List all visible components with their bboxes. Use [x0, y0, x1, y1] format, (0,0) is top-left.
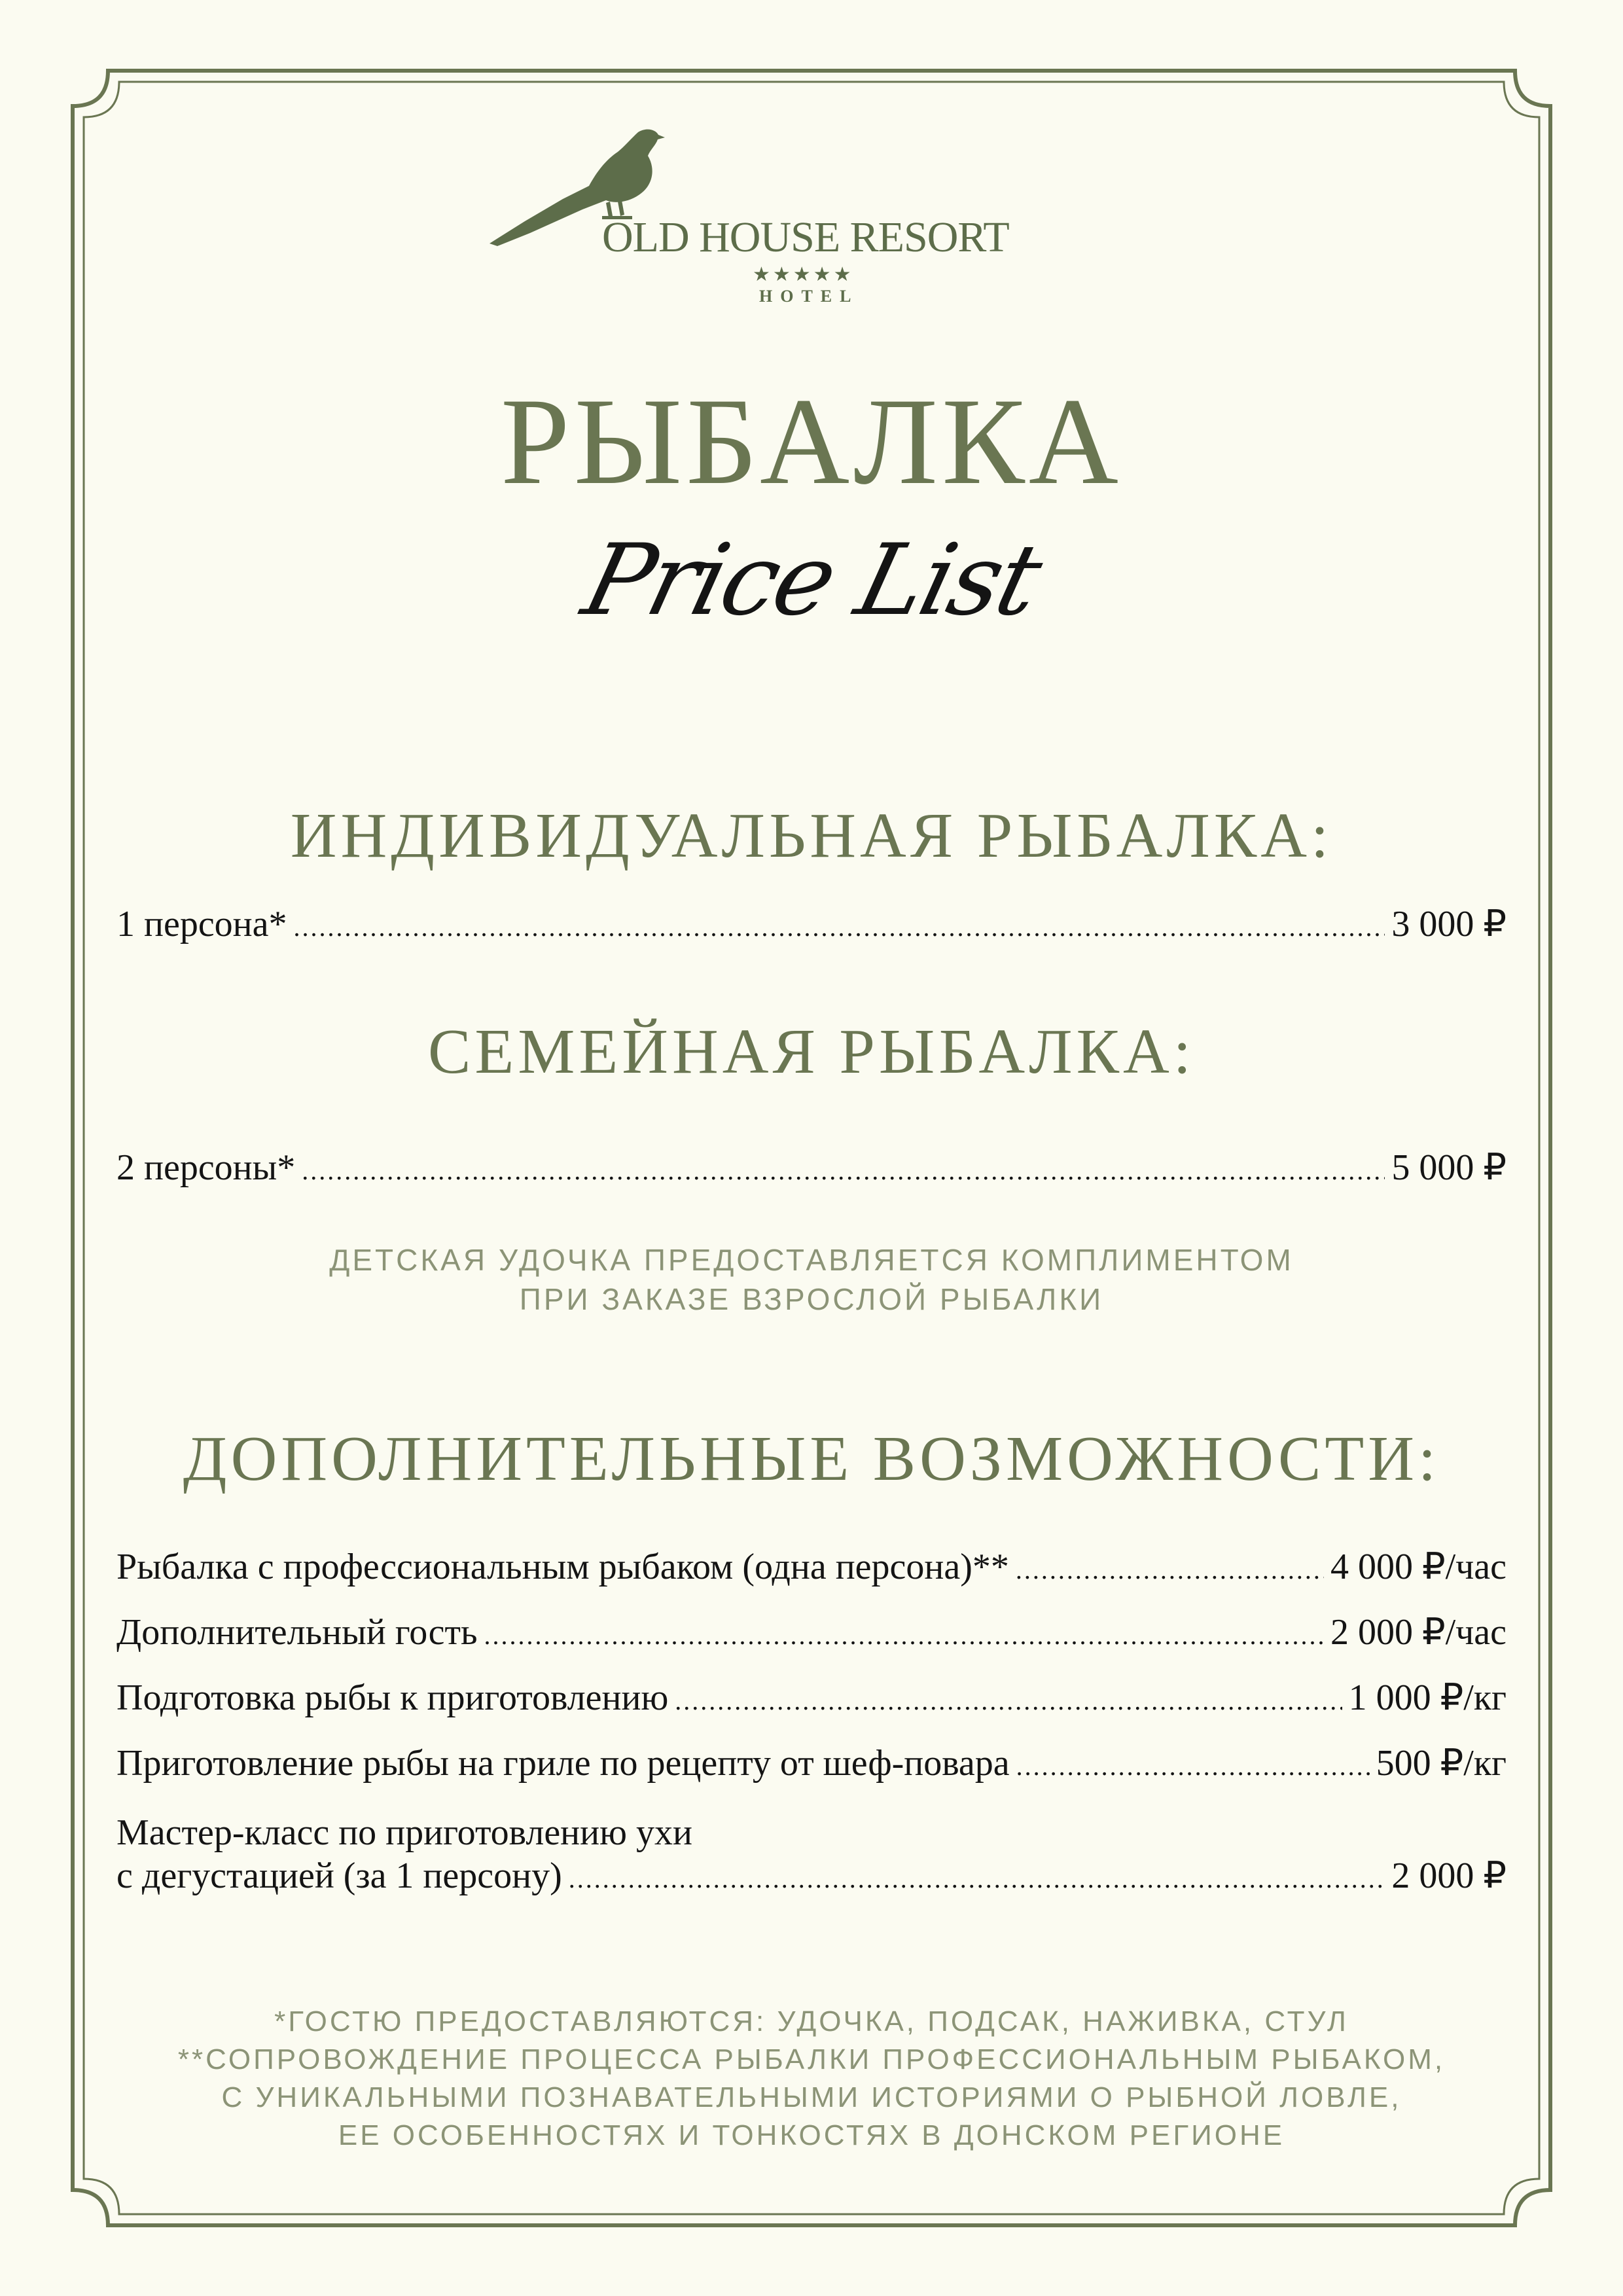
footnote-line: *ГОСТЮ ПРЕДОСТАВЛЯЮТСЯ: УДОЧКА, ПОДСАК, НАЖИВКА, СТУЛ	[274, 2005, 1349, 2037]
dot-leader	[302, 1156, 1385, 1186]
section-heading-family: СЕМЕЙНАЯ РЫБАЛКА:	[428, 1016, 1195, 1087]
script-title	[497, 517, 1126, 694]
footnote-line: ЕЕ ОСОБЕННОСТЯХ И ТОНКОСТЯХ В ДОНСКОМ РЕГИОНЕ	[338, 2119, 1285, 2152]
price-row	[116, 903, 1507, 945]
kids-note	[0, 1241, 1623, 1319]
footnotes	[0, 2003, 1623, 2155]
dot-leader	[1016, 1555, 1324, 1585]
price-row-value: 1 000 ₽/кг	[1348, 1677, 1507, 1718]
footnote-line: **СОПРОВОЖДЕНИЕ ПРОЦЕССА РЫБАЛКИ ПРОФЕССИОНАЛЬНЫМ РЫБАКОМ,	[177, 2043, 1446, 2076]
price-row-value: 2 000 ₽/час	[1330, 1612, 1507, 1653]
price-row-label: Рыбалка с профессиональным рыбаком (одна персона)**	[116, 1547, 1009, 1587]
kids-note-line: ПРИ ЗАКАЗЕ ВЗРОСЛОЙ РЫБАЛКИ	[519, 1282, 1104, 1316]
brand-name: OLD HOUSE RESORT	[602, 213, 1009, 261]
script-title-text: Price List	[573, 524, 1050, 637]
price-row	[116, 1147, 1507, 1189]
price-row-value: 3 000 ₽	[1391, 904, 1507, 944]
price-row	[116, 1546, 1507, 1588]
price-row-label: Подготовка рыбы к приготовлению	[116, 1677, 669, 1718]
price-row-value: 500 ₽/кг	[1376, 1743, 1507, 1784]
dot-leader	[484, 1621, 1324, 1651]
price-row	[116, 1742, 1507, 1784]
price-row-label: 1 персона*	[116, 904, 287, 944]
price-row-label-line1: Мастер-класс по приготовлению ухи	[116, 1812, 692, 1853]
price-row	[116, 1677, 1507, 1719]
dot-leader	[675, 1686, 1342, 1716]
section-heading-individual: ИНДИВИДУАЛЬНАЯ РЫБАЛКА:	[290, 800, 1333, 871]
price-row-label: Приготовление рыбы на гриле по рецепту от шеф-повара	[116, 1743, 1010, 1784]
section-heading-extras: ДОПОЛНИТЕЛЬНЫЕ ВОЗМОЖНОСТИ:	[183, 1424, 1440, 1494]
page-title: РЫБАЛКА	[501, 373, 1122, 511]
price-row	[116, 1611, 1507, 1653]
price-row-label: Дополнительный гость	[116, 1612, 478, 1653]
kids-note-line: ДЕТСКАЯ УДОЧКА ПРЕДОСТАВЛЯЕТСЯ КОМПЛИМЕНТОМ	[329, 1243, 1294, 1277]
price-row-label: с дегустацией (за 1 персону)	[116, 1856, 562, 1896]
price-row-value: 2 000 ₽	[1391, 1856, 1507, 1896]
price-row	[116, 1855, 1507, 1897]
dot-leader	[294, 912, 1385, 942]
price-row-value: 5 000 ₽	[1391, 1147, 1507, 1188]
price-row-label: 2 персоны*	[116, 1147, 296, 1188]
footnote-line: С УНИКАЛЬНЫМИ ПОЗНАВАТЕЛЬНЫМИ ИСТОРИЯМИ О РЫБНОЙ ЛОВЛЕ,	[221, 2081, 1402, 2114]
hotel-logo	[484, 118, 1047, 327]
dot-leader	[569, 1864, 1385, 1894]
brand-subtitle: HOTEL	[759, 287, 859, 306]
stars-rating: ★★★★★	[753, 263, 854, 286]
price-row-value: 4 000 ₽/час	[1330, 1547, 1507, 1587]
dot-leader	[1016, 1751, 1370, 1782]
